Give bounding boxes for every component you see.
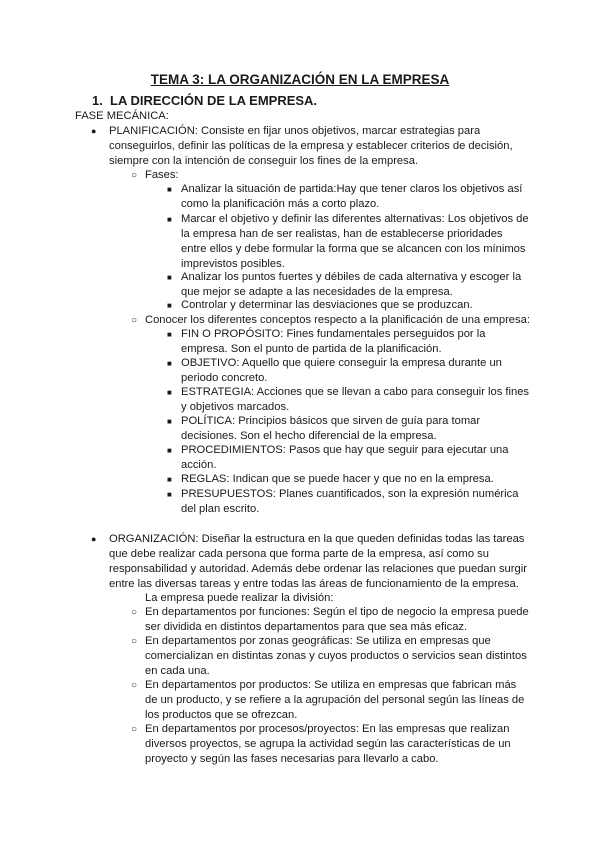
square-bullet-icon: ■ bbox=[167, 417, 172, 426]
text-line: OBJETIVO: Aquello que quiere conseguir la empresa durante un bbox=[181, 357, 502, 369]
text-line: siempre con la intención de conseguir los fines de la empresa. bbox=[109, 155, 419, 167]
text-line: ser dividida en distintos departamentos para que sea más eficaz. bbox=[145, 621, 468, 633]
text-line: de un producto, y se refiere a la agrupación del personal según las líneas de bbox=[145, 694, 525, 706]
concepto-item bbox=[167, 472, 494, 487]
square-bullet-icon: ■ bbox=[167, 388, 172, 397]
section-text: LA DIRECCIÓN DE LA EMPRESA. bbox=[110, 93, 318, 108]
text-line: periodo concreto. bbox=[181, 372, 268, 384]
square-bullet-icon: ■ bbox=[167, 359, 172, 368]
text-line: Analizar los puntos fuertes y débiles de cada alternativa y escoger la bbox=[181, 271, 522, 283]
circle-bullet-icon: ○ bbox=[131, 607, 138, 618]
fases-label bbox=[131, 168, 179, 183]
text-line: en cada una. bbox=[145, 665, 210, 677]
text-line: los productos que se ofrezcan. bbox=[145, 709, 298, 721]
text-line: En departamentos por zonas geográficas: Se utiliza en empresas que bbox=[145, 635, 491, 647]
square-bullet-icon: ■ bbox=[167, 301, 172, 310]
text-line: En departamentos por funciones: Según el tipo de negocio la empresa puede bbox=[145, 606, 529, 618]
fase-item bbox=[167, 270, 522, 300]
concepto-item bbox=[167, 385, 530, 415]
square-bullet-icon: ■ bbox=[167, 446, 172, 455]
text-line: La empresa puede realizar la división: bbox=[145, 592, 334, 604]
square-bullet-icon: ■ bbox=[167, 185, 172, 194]
text-line: En departamentos por productos: Se utiliza en empresas que fabrican más bbox=[145, 679, 517, 691]
text-line: responsabilidad y autoridad. Además debe ordenar las relaciones que puedan surgir bbox=[109, 563, 527, 575]
circle-bullet-icon: ○ bbox=[131, 315, 138, 326]
fase-item bbox=[167, 182, 523, 212]
text-line: REGLAS: Indican que se puede hacer y que no en la empresa. bbox=[181, 473, 494, 485]
division-item bbox=[131, 605, 529, 635]
text-line: decisiones. Son el hecho diferencial de la empresa. bbox=[181, 430, 437, 442]
text-line: que mejor se adapte a las necesidades de la empresa. bbox=[181, 286, 453, 298]
text-line: la empresa han de ser realistas, han de establecerse prioridades bbox=[181, 228, 503, 240]
disc-bullet-icon: ● bbox=[91, 534, 97, 544]
text-line: En departamentos por procesos/proyectos: En las empresas que realizan bbox=[145, 723, 510, 735]
text-line: diversos proyectos, se agrupa la actividad según las características de un bbox=[145, 738, 511, 750]
text-line: acción. bbox=[181, 459, 217, 471]
division-item bbox=[131, 678, 525, 723]
division-label bbox=[145, 591, 333, 606]
text-line: proyecto y según las fases necesarias para llevarlo a cabo. bbox=[145, 753, 439, 765]
circle-bullet-icon: ○ bbox=[131, 170, 138, 181]
concepto-item bbox=[167, 356, 502, 386]
circle-bullet-icon: ○ bbox=[131, 636, 138, 647]
text-line: ESTRATEGIA: Acciones que se llevan a cabo para conseguir los fines bbox=[181, 386, 530, 398]
text-line: entre ellos y debe formular la forma que se alcancen con los mínimos bbox=[181, 243, 526, 255]
circle-bullet-icon: ○ bbox=[131, 724, 138, 735]
planificacion-paragraph bbox=[91, 124, 513, 169]
text-line: PLANIFICACIÓN: Consiste en fijar unos objetivos, marcar estrategias para bbox=[109, 125, 481, 137]
text-line: entre las diversas tareas y entre todas las áreas de funcionamiento de la empresa. bbox=[109, 578, 519, 590]
concepto-item bbox=[167, 327, 486, 357]
fase-item bbox=[167, 298, 473, 313]
conceptos-label bbox=[131, 313, 530, 328]
text-line: PRESUPUESTOS: Planes cuantificados, son la expresión numérica bbox=[181, 488, 519, 500]
section-number: 1. bbox=[92, 93, 103, 108]
division-item bbox=[131, 634, 527, 679]
fase-label: FASE MECÁNICA: bbox=[75, 110, 169, 122]
section-heading bbox=[92, 93, 317, 109]
text-line: del plan escrito. bbox=[181, 503, 260, 515]
text-line: imprevistos posibles. bbox=[181, 258, 285, 270]
square-bullet-icon: ■ bbox=[167, 475, 172, 484]
text-line: Analizar la situación de partida:Hay que tener claros los objetivos así bbox=[181, 183, 523, 195]
square-bullet-icon: ■ bbox=[167, 490, 172, 499]
text-line: ORGANIZACIÓN: Diseñar la estructura en la que queden definidas todas las tareas bbox=[109, 533, 525, 545]
text-line: empresa. Son el punto de partida de la planificación. bbox=[181, 343, 442, 355]
text-line: Fases: bbox=[145, 169, 179, 181]
concepto-item bbox=[167, 414, 481, 444]
text-line: FIN O PROPÓSITO: Fines fundamentales perseguidos por la bbox=[181, 328, 486, 340]
text-line: como la planificación más a corto plazo. bbox=[181, 198, 380, 210]
text-line: comercializan en distintas zonas y cuyos productos o servicios sean distintos bbox=[145, 650, 527, 662]
square-bullet-icon: ■ bbox=[167, 273, 172, 282]
text-line: que debe realizar cada persona que forma parte de la empresa, así como su bbox=[109, 548, 489, 560]
fase-item bbox=[167, 212, 529, 272]
text-line: conseguirlos, definir las políticas de la empresa y establecer criterios de decisión, bbox=[109, 140, 513, 152]
square-bullet-icon: ■ bbox=[167, 215, 172, 224]
concepto-item bbox=[167, 443, 509, 473]
disc-bullet-icon: ● bbox=[91, 126, 97, 136]
division-item bbox=[131, 722, 511, 767]
text-line: Marcar el objetivo y definir las diferentes alternativas: Los objetivos de bbox=[181, 213, 529, 225]
circle-bullet-icon: ○ bbox=[131, 680, 138, 691]
text-line: y objetivos marcados. bbox=[181, 401, 290, 413]
text-line: POLÍTICA: Principios básicos que sirven de guía para tomar bbox=[181, 415, 481, 427]
text-line: Conocer los diferentes conceptos respecto a la planificación de una empresa: bbox=[145, 314, 530, 326]
organizacion-paragraph bbox=[91, 532, 527, 592]
concepto-item bbox=[167, 487, 519, 517]
square-bullet-icon: ■ bbox=[167, 330, 172, 339]
text-line: Controlar y determinar las desviaciones que se produzcan. bbox=[181, 299, 473, 311]
text-line: PROCEDIMIENTOS: Pasos que hay que seguir para ejecutar una bbox=[181, 444, 509, 456]
document-title: TEMA 3: LA ORGANIZACIÓN EN LA EMPRESA bbox=[150, 72, 450, 87]
